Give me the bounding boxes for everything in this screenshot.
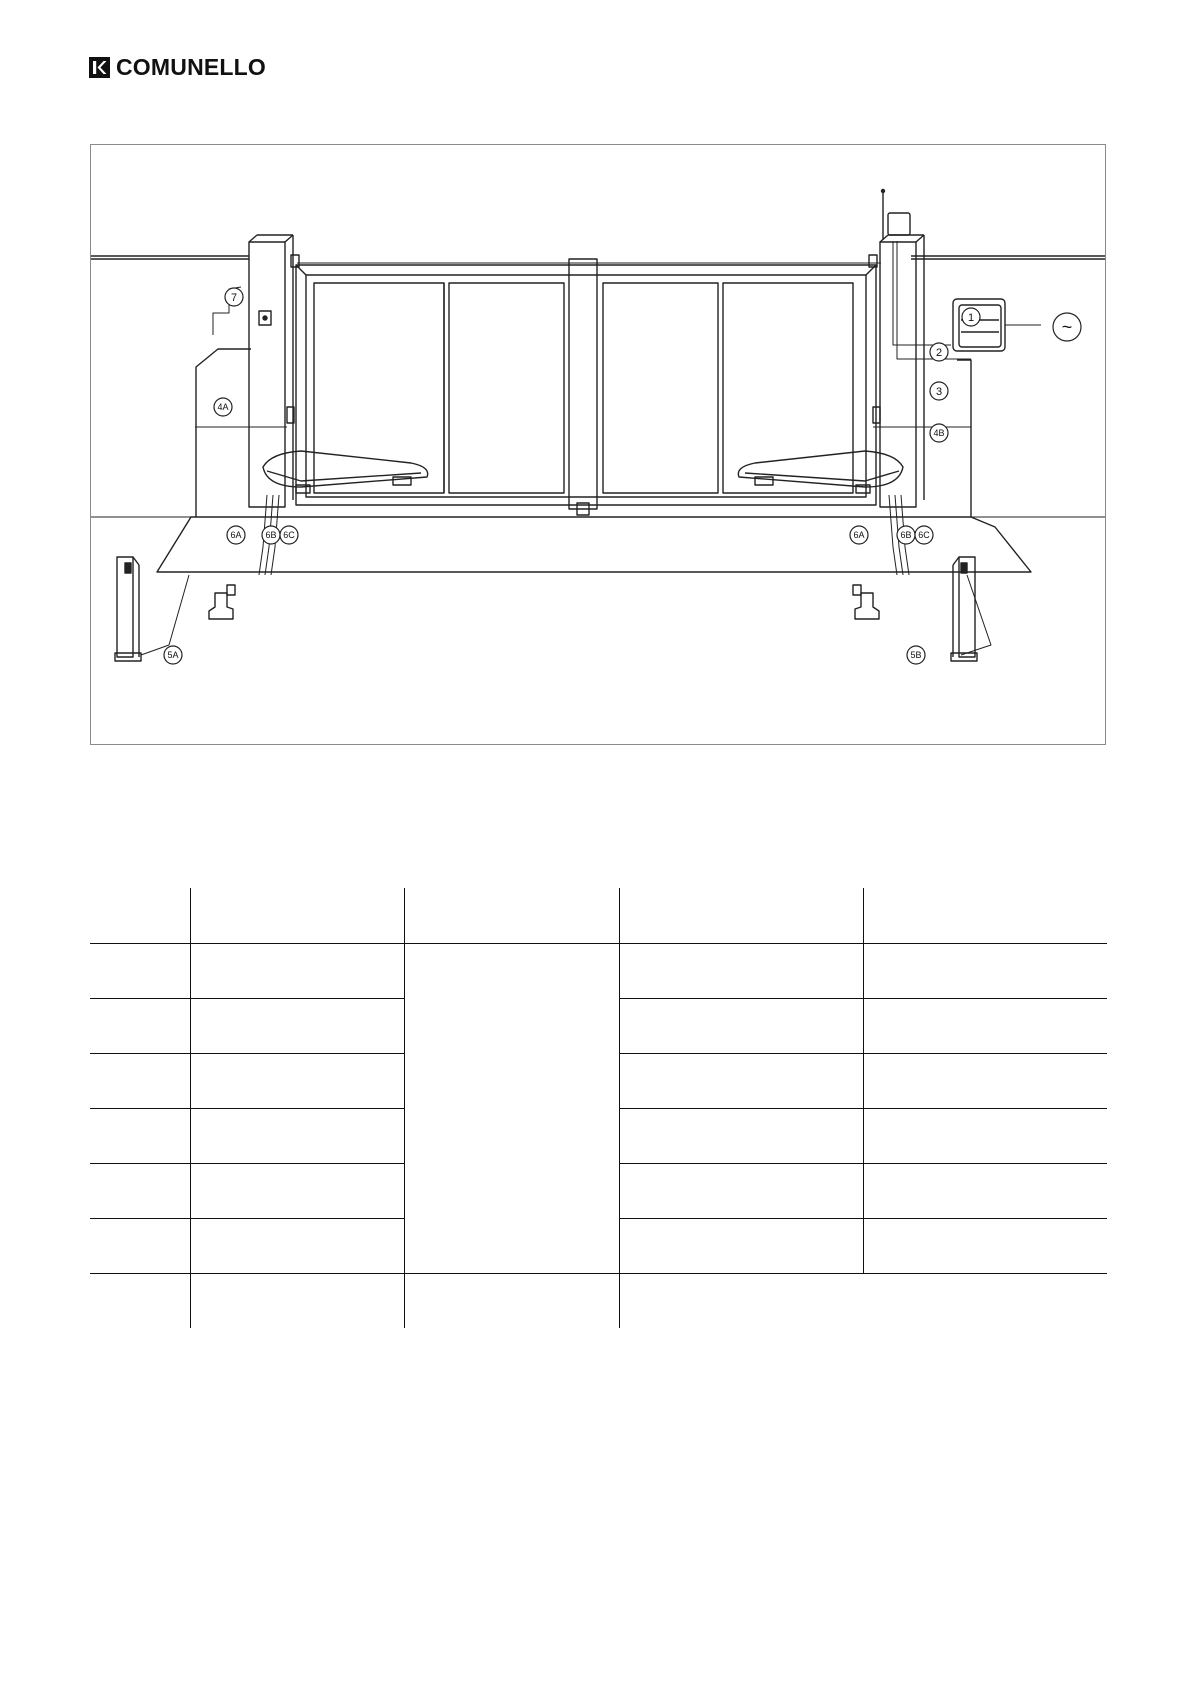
- table-cell: [190, 1273, 404, 1328]
- callout-6c-left: 6C: [283, 530, 295, 540]
- callout-1: 1: [967, 312, 975, 324]
- table-cell: [404, 1273, 619, 1328]
- table-cell: [863, 1163, 1107, 1218]
- table-cell: [404, 888, 619, 943]
- table-cell: [90, 1218, 190, 1273]
- callout-6b-right: 6B: [900, 530, 912, 540]
- table-row: [90, 1273, 1107, 1328]
- table-cell: [90, 998, 190, 1053]
- table-cell: [619, 888, 863, 943]
- table-cell: [90, 888, 190, 943]
- callout-6c-right: 6C: [918, 530, 930, 540]
- callout-5a: 5A: [167, 650, 179, 660]
- callout-7: 7: [230, 292, 238, 304]
- table-cell: [863, 1218, 1107, 1273]
- gate-installation-drawing: [91, 145, 1106, 745]
- table-cell: [190, 1163, 404, 1218]
- brand-name: COMUNELLO: [116, 54, 267, 80]
- table-cell: [863, 998, 1107, 1053]
- table-cell: [90, 1053, 190, 1108]
- table-cell: [190, 1053, 404, 1108]
- table-cell: [190, 1108, 404, 1163]
- table-cell: [190, 1218, 404, 1273]
- power-supply-symbol: ~: [1061, 317, 1073, 337]
- table-cell: [863, 888, 1107, 943]
- table-cell: [90, 1108, 190, 1163]
- table-row: [90, 943, 1107, 998]
- table-cell: [619, 1273, 1107, 1328]
- table-cell: [619, 998, 863, 1053]
- table-cell: [190, 998, 404, 1053]
- specification-table: [90, 888, 1107, 1328]
- comunello-k-logo-icon: [89, 57, 110, 78]
- comunello-logo: [89, 55, 266, 79]
- table-cell: [619, 1218, 863, 1273]
- table-cell: [863, 1108, 1107, 1163]
- table-cell: [90, 1163, 190, 1218]
- table-cell: [863, 1053, 1107, 1108]
- table-cell: [619, 1163, 863, 1218]
- callout-3: 3: [935, 386, 943, 398]
- table-cell: [190, 888, 404, 943]
- table-cell: [90, 943, 190, 998]
- callout-4a: 4A: [217, 402, 229, 412]
- table-cell: [619, 1053, 863, 1108]
- callout-5b: 5B: [910, 650, 922, 660]
- callout-6a-right: 6A: [853, 530, 865, 540]
- table-row: [90, 888, 1107, 943]
- callout-4b: 4B: [933, 428, 945, 438]
- installation-diagram: [90, 144, 1106, 745]
- callout-2: 2: [935, 347, 943, 359]
- table-cell: [863, 943, 1107, 998]
- table-cell: [90, 1273, 190, 1328]
- callout-6b-left: 6B: [265, 530, 277, 540]
- callout-6a-left: 6A: [230, 530, 242, 540]
- table-cell: [404, 943, 619, 1273]
- table-cell: [190, 943, 404, 998]
- table-cell: [619, 943, 863, 998]
- table-cell: [619, 1108, 863, 1163]
